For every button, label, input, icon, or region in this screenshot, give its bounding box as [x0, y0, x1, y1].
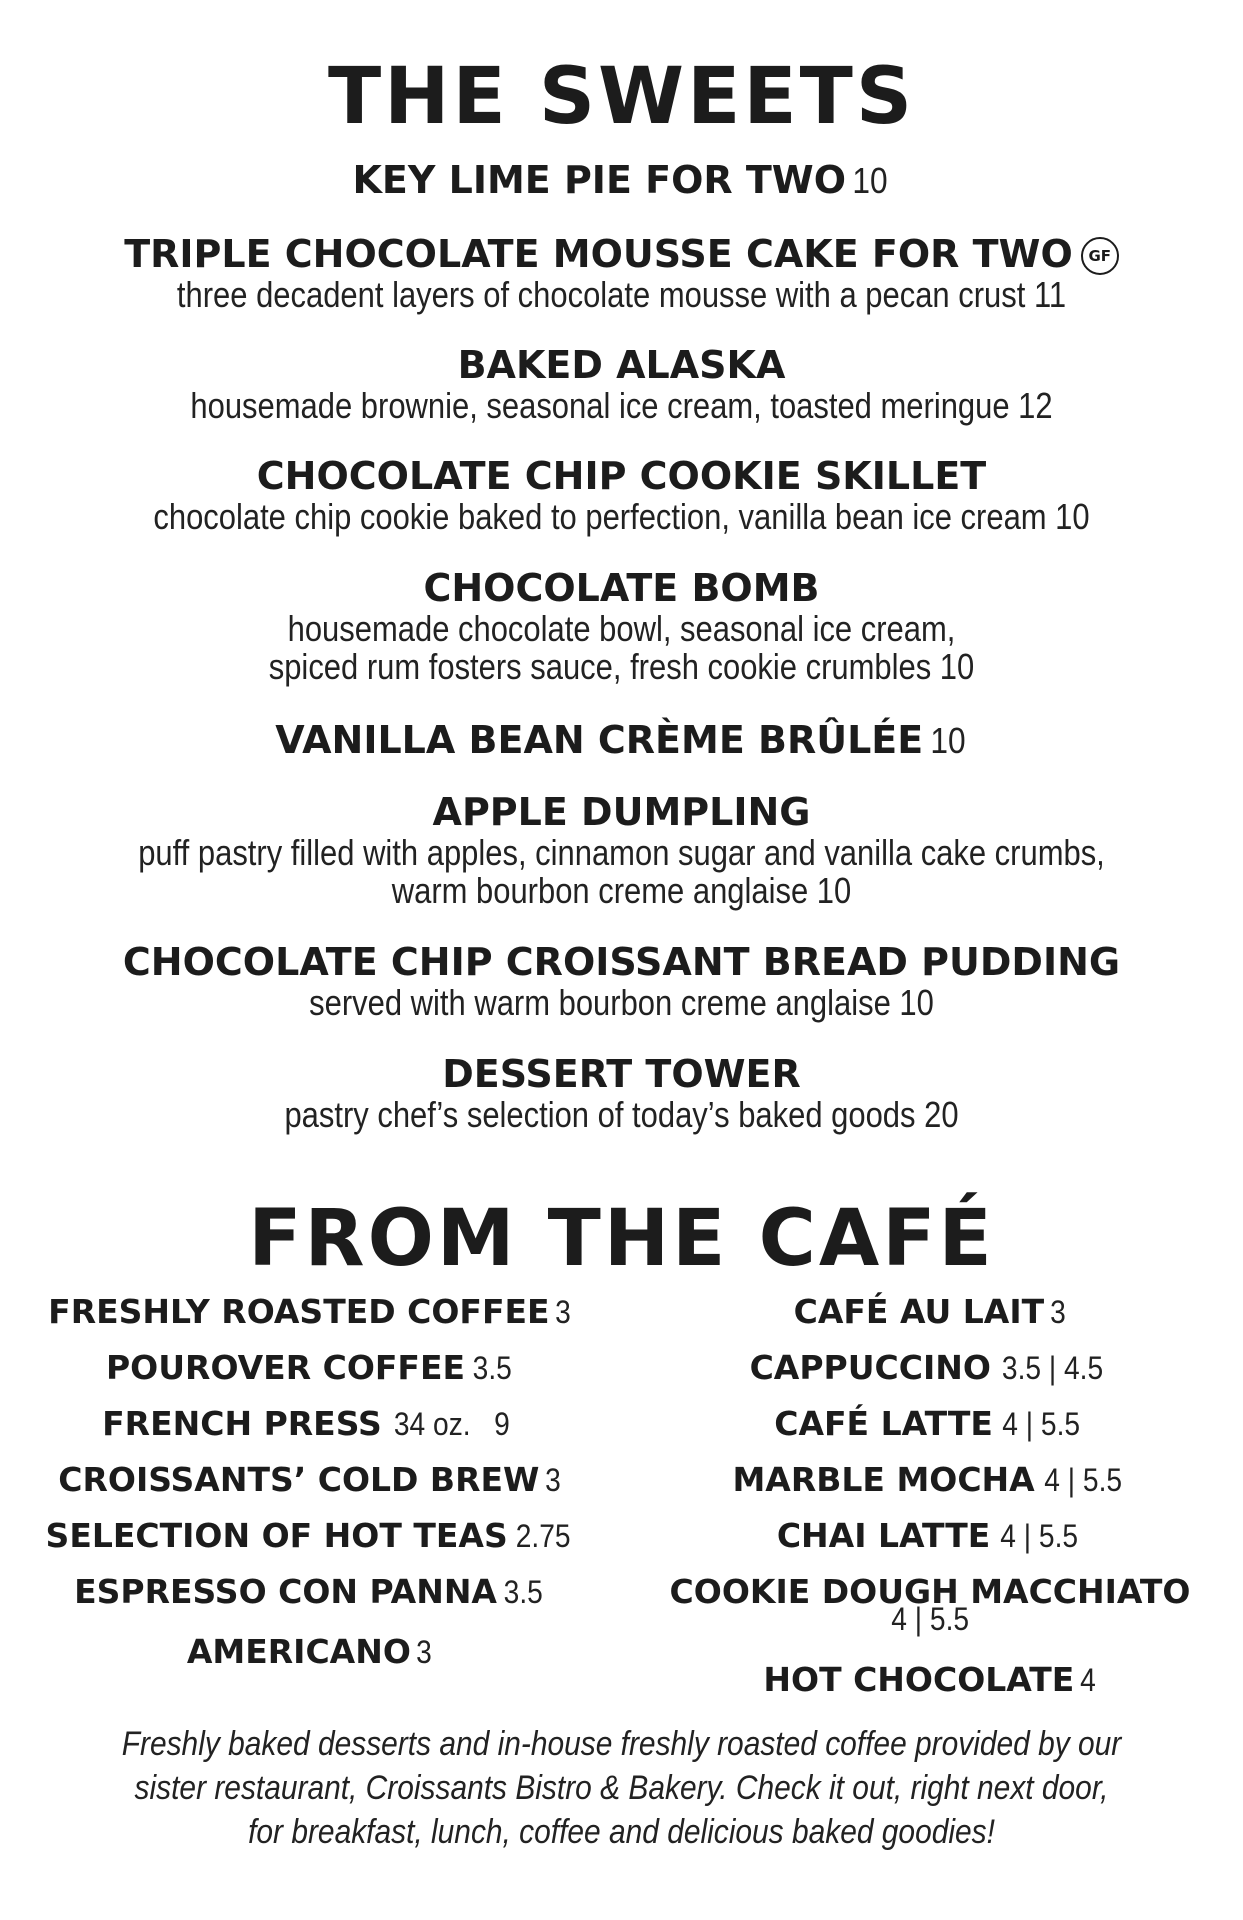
item-name: CHOCOLATE CHIP COOKIE SKILLET: [256, 454, 987, 498]
item-description: chocolate chip cookie baked to perfection, vanilla bean ice cream 10: [153, 496, 1090, 537]
menu-item-dessert-tower: [0, 1052, 1243, 1134]
item-name: SELECTION OF HOT TEAS: [45, 1516, 508, 1555]
item-name: AMERICANO: [186, 1632, 411, 1671]
item-name: CAFÉ AU LAIT: [793, 1292, 1045, 1331]
menu-item-key-lime-pie: [0, 158, 1243, 202]
item-price: 4 | 5.5: [891, 1601, 969, 1637]
cafe-title: FROM THE CAFÉ: [248, 1194, 995, 1284]
item-description: served with warm bourbon creme anglaise 10: [309, 982, 934, 1023]
menu-item-chocolate-bomb: [0, 566, 1243, 686]
item-name: FRENCH PRESS: [102, 1404, 382, 1443]
menu-item-bread-pudding: [0, 940, 1243, 1022]
cafe-item-marble-mocha: [620, 1460, 1240, 1500]
item-description: puff pastry filled with apples, cinnamon sugar and vanilla cake crumbs,: [138, 832, 1105, 873]
item-price: 10: [930, 720, 966, 761]
item-price: 4 | 5.5: [1002, 1406, 1081, 1442]
item-name: DESSERT TOWER: [442, 1052, 801, 1096]
item-name: KEY LIME PIE FOR TWO: [352, 158, 847, 202]
item-price: 3: [544, 1462, 561, 1498]
item-price: 3: [555, 1294, 571, 1330]
item-name: COOKIE DOUGH MACCHIATO: [669, 1572, 1191, 1611]
item-name: FRESHLY ROASTED COFFEE: [48, 1292, 550, 1331]
item-description: warm bourbon creme anglaise 10: [391, 870, 852, 911]
item-name: CHOCOLATE BOMB: [423, 566, 820, 610]
item-price: 34 oz. 9: [394, 1406, 510, 1442]
item-name: BAKED ALASKA: [457, 343, 786, 387]
cafe-item-cafe-latte: [620, 1404, 1240, 1444]
menu-item-apple-dumpling: [0, 790, 1243, 910]
item-price: 3.5 | 4.5: [1002, 1350, 1104, 1386]
item-name: CAPPUCCINO: [749, 1348, 991, 1387]
item-description: pastry chef’s selection of today’s baked goods 20: [284, 1094, 959, 1135]
item-price: 4 | 5.5: [1000, 1518, 1078, 1554]
cafe-item-freshly-roasted-coffee: [0, 1292, 620, 1332]
item-name: ESPRESSO CON PANNA: [74, 1572, 497, 1611]
cafe-item-cafe-au-lait: [620, 1292, 1240, 1332]
cafe-item-hot-chocolate: [620, 1660, 1240, 1700]
item-name: APPLE DUMPLING: [432, 790, 811, 834]
menu-item-triple-chocolate-mousse: [0, 232, 1243, 314]
item-price: 3.5: [504, 1574, 544, 1610]
item-name: MARBLE MOCHA: [732, 1460, 1035, 1499]
item-name: CHOCOLATE CHIP CROISSANT BREAD PUDDING: [122, 940, 1121, 984]
item-description: three decadent layers of chocolate mousse with a pecan crust 11: [176, 274, 1067, 315]
gluten-free-icon: GF: [1081, 237, 1119, 275]
item-description: housemade chocolate bowl, seasonal ice cream,: [287, 608, 956, 649]
menu-item-creme-brulee: [0, 718, 1243, 762]
cafe-item-americano: [0, 1632, 620, 1672]
cafe-item-espresso-con-panna: [0, 1572, 620, 1612]
cafe-item-hot-teas: [0, 1516, 620, 1556]
footer-line: for breakfast, lunch, coffee and delicious baked goodies!: [248, 1813, 995, 1851]
cafe-item-chai-latte: [620, 1516, 1240, 1556]
cafe-item-cappuccino: [620, 1348, 1240, 1388]
item-name: CROISSANTS’ COLD BREW: [58, 1460, 540, 1499]
item-price: 2.75: [515, 1518, 571, 1554]
sweets-title: THE SWEETS: [327, 52, 916, 142]
item-name: CAFÉ LATTE: [774, 1404, 993, 1443]
cafe-item-pourover-coffee: [0, 1348, 620, 1388]
cafe-item-cookie-dough-macchiato: [620, 1572, 1240, 1635]
item-price: 3: [416, 1634, 433, 1670]
item-price: 10: [852, 160, 889, 201]
item-description: housemade brownie, seasonal ice cream, toasted meringue 12: [190, 385, 1053, 426]
menu-item-baked-alaska: [0, 343, 1243, 425]
item-price: 4: [1079, 1662, 1096, 1698]
footer-note: [0, 1722, 1243, 1854]
item-name: POUROVER COFFEE: [106, 1348, 466, 1387]
cafe-item-cold-brew: [0, 1460, 620, 1500]
menu-item-cookie-skillet: [0, 454, 1243, 536]
footer-line: Freshly baked desserts and in-house freshly roasted coffee provided by our: [121, 1725, 1122, 1763]
cafe-item-french-press: [0, 1404, 620, 1444]
item-price: 3.5: [472, 1350, 512, 1386]
footer-line: sister restaurant, Croissants Bistro & Bakery. Check it out, right next door,: [134, 1769, 1109, 1807]
item-price: 4 | 5.5: [1044, 1462, 1123, 1498]
item-name: HOT CHOCOLATE: [763, 1660, 1075, 1699]
item-description: spiced rum fosters sauce, fresh cookie crumbles 10: [268, 646, 975, 687]
item-name: TRIPLE CHOCOLATE MOUSSE CAKE FOR TWO: [124, 232, 1073, 276]
item-name: VANILLA BEAN CRÈME BRÛLÉE: [275, 718, 924, 762]
item-price: 3: [1049, 1294, 1066, 1330]
item-name: CHAI LATTE: [776, 1516, 991, 1555]
